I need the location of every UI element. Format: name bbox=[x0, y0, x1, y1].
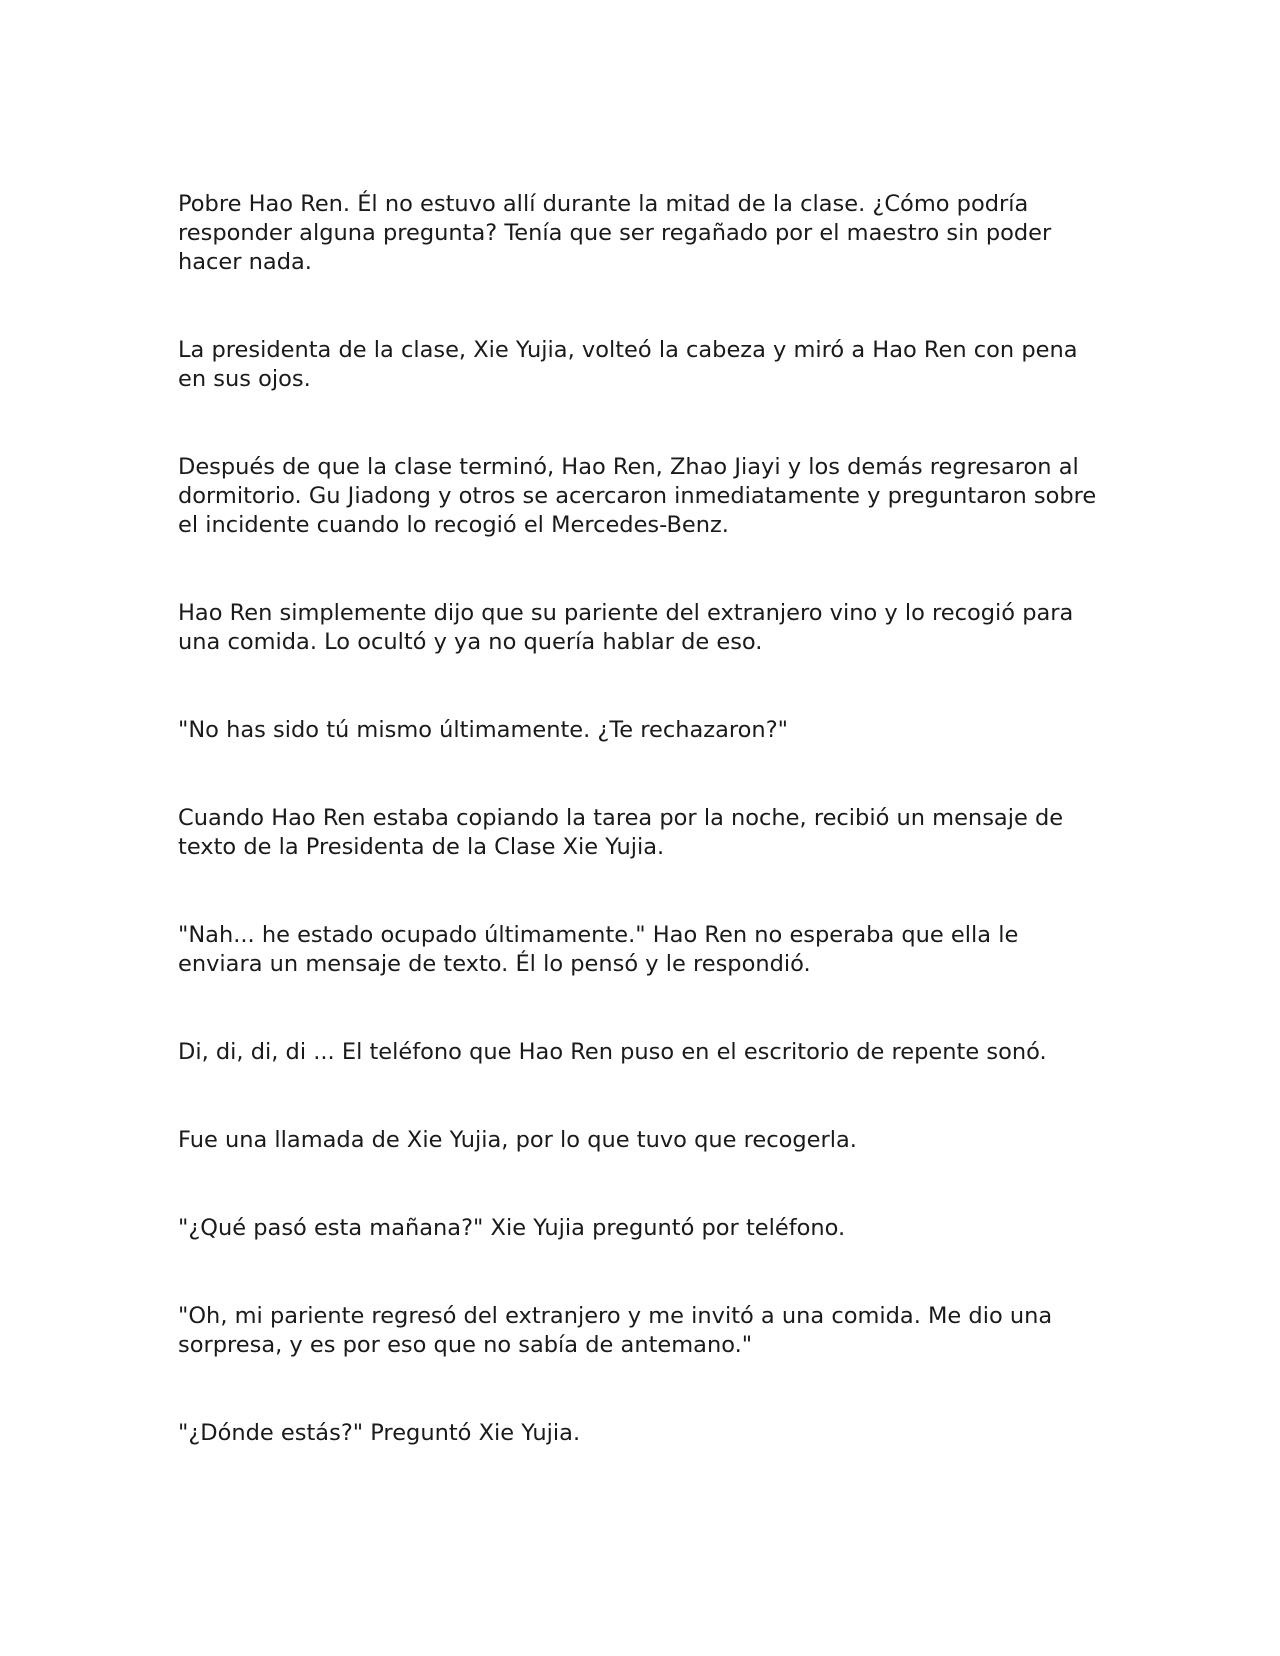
paragraph-1: Pobre Hao Ren. Él no estuvo allí durante la mitad de la clase. ¿Cómo podría responder alguna pregunta? Tenía que ser regañado por el maestro sin poder hacer nada. bbox=[178, 191, 1052, 275]
paragraph-12: "¿Dónde estás?" Preguntó Xie Yujia. bbox=[178, 1420, 581, 1446]
document-page bbox=[178, 190, 1108, 1448]
paragraph-9: Fue una llamada de Xie Yujia, por lo que tuvo que recogerla. bbox=[178, 1127, 857, 1153]
paragraph-10: "¿Qué pasó esta mañana?" Xie Yujia preguntó por teléfono. bbox=[178, 1215, 846, 1241]
paragraph-7: "Nah... he estado ocupado últimamente." Hao Ren no esperaba que ella le enviara un mensaje de texto. Él lo pensó y le respondió. bbox=[178, 922, 1019, 977]
paragraph-5: "No has sido tú mismo últimamente. ¿Te rechazaron?" bbox=[178, 717, 788, 743]
paragraph-8: Di, di, di, di ... El teléfono que Hao Ren puso en el escritorio de repente sonó. bbox=[178, 1039, 1047, 1065]
paragraph-11: "Oh, mi pariente regresó del extranjero y me invitó a una comida. Me dio una sorpresa, y es por eso que no sabía de antemano." bbox=[178, 1303, 1053, 1358]
paragraph-6: Cuando Hao Ren estaba copiando la tarea por la noche, recibió un mensaje de texto de la Presidenta de la Clase Xie Yujia. bbox=[178, 805, 1064, 860]
paragraph-2: La presidenta de la clase, Xie Yujia, volteó la cabeza y miró a Hao Ren con pena en sus ojos. bbox=[178, 337, 1078, 392]
paragraph-4: Hao Ren simplemente dijo que su pariente del extranjero vino y lo recogió para una comida. Lo ocultó y ya no quería hablar de eso. bbox=[178, 600, 1074, 655]
paragraph-3: Después de que la clase terminó, Hao Ren, Zhao Jiayi y los demás regresaron al dormitorio. Gu Jiadong y otros se acercaron inmediatamente y preguntaron sobre el incidente cuando lo recogió el Mercedes-Benz. bbox=[178, 454, 1097, 538]
